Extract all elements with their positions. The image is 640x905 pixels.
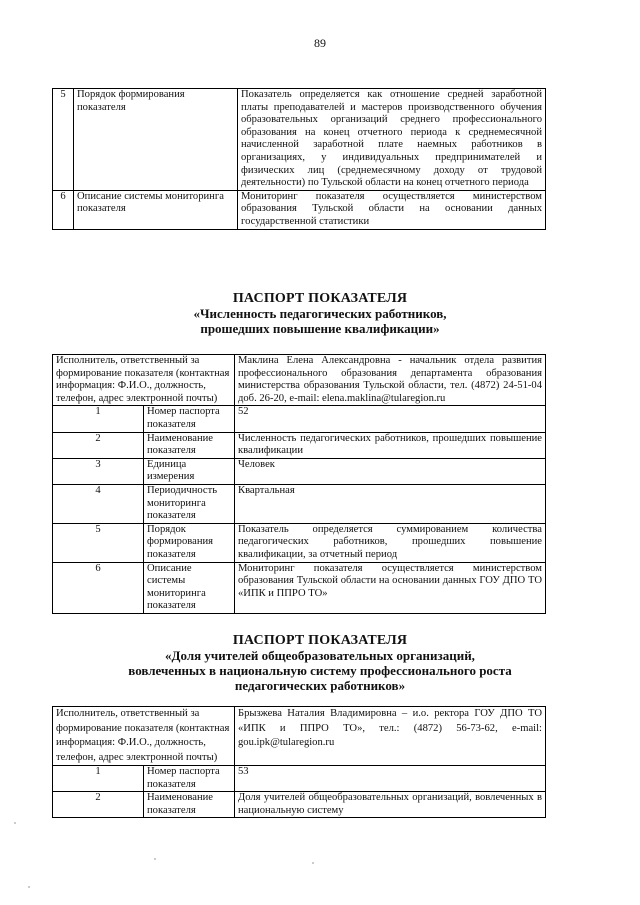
row-number: 5	[53, 89, 74, 191]
scan-speck	[14, 822, 16, 824]
table-row	[53, 406, 546, 432]
row-number: 4	[53, 484, 144, 523]
row-number: 3	[53, 458, 144, 484]
row-label: Номер паспорта показателя	[144, 766, 235, 792]
table-row	[53, 432, 546, 458]
responsible-value: Брызжева Наталия Владимировна – и.о. ректора ГОУ ДПО ТО «ИПК и ППРО ТО», тел.: (4872) 56-73-62, e-mail: gou.ipk@tularegion.ru	[235, 707, 546, 766]
page-number: 89	[314, 36, 326, 50]
row-value: Численность педагогических работников, прошедших повышение квалификации	[235, 432, 546, 458]
table-row	[53, 89, 546, 191]
row-value: Доля учителей общеобразовательных организаций, вовлеченных в национальную систему	[235, 792, 546, 818]
row-number: 2	[53, 432, 144, 458]
table-row	[53, 562, 546, 613]
row-number: 1	[53, 766, 144, 792]
responsible-label: Исполнитель, ответственный за формирование показателя (контактная информация: Ф.И.О., должность, телефон, адрес электронной почты)	[53, 355, 235, 406]
row-number: 6	[53, 190, 74, 229]
table-row	[53, 355, 546, 406]
passport-subtitle-line: «Доля учителей общеобразовательных организаций,	[165, 648, 475, 663]
responsible-value: Маклина Елена Александровна - начальник отдела развития профессионального образования департамента образования министерства образования Тульской области, тел. (4872) 24-51-04 доб. 26-20, e-mail: elena.maklina@tularegion.ru	[235, 355, 546, 406]
table-row	[53, 190, 546, 229]
row-label: Периодичность мониторинга показателя	[144, 484, 235, 523]
table-row	[53, 792, 546, 818]
responsible-label: Исполнитель, ответственный за формирование показателя (контактная информация: Ф.И.О., должность, телефон, адрес электронной почты)	[53, 707, 235, 766]
row-label: Наименование показателя	[144, 792, 235, 818]
table-row	[53, 523, 546, 562]
row-value: Мониторинг показателя осуществляется министерством образования Тульской области на основании данных государственной статистики	[238, 190, 546, 229]
row-label: Описание системы мониторинга показателя	[74, 190, 238, 229]
table-row	[53, 484, 546, 523]
passport-table	[52, 706, 546, 818]
row-label: Номер паспорта показателя	[144, 406, 235, 432]
row-value: Мониторинг показателя осуществляется министерством образования Тульской области на основании данных ГОУ ДПО ТО «ИПК и ППРО ТО»	[235, 562, 546, 613]
table-row	[53, 707, 546, 766]
row-number: 1	[53, 406, 144, 432]
row-label: Описание системы мониторинга показателя	[144, 562, 235, 613]
row-value: Показатель определяется как отношение средней заработной платы преподавателей и мастеров производственного обучения образовательных организаций среднего профессионального образования на конец отчетного периода к среднемесячной начисленной заработной плате наемных работников в организациях, у индивидуальных предпринимателей и физических лиц (среднемесячному доходу от трудовой деятельности) по Тульской области на конец отчетного периода	[238, 89, 546, 191]
table-row	[53, 458, 546, 484]
passport-heading: ПАСПОРТ ПОКАЗАТЕЛЯ	[232, 291, 408, 306]
passport-subtitle-line: вовлеченных в национальную систему профессионального роста	[128, 663, 512, 678]
scan-speck	[154, 858, 156, 860]
passport-title	[0, 291, 640, 336]
row-label: Порядок формирования показателя	[144, 523, 235, 562]
table-row	[53, 766, 546, 792]
scan-speck	[312, 862, 314, 864]
row-number: 6	[53, 562, 144, 613]
passport-table-continued	[52, 88, 546, 230]
row-value: 53	[235, 766, 546, 792]
row-label: Наименование показателя	[144, 432, 235, 458]
passport-title	[0, 633, 640, 693]
passport-table	[52, 354, 546, 614]
passport-subtitle-line: «Численность педагогических работников,	[193, 306, 447, 321]
passport-heading: ПАСПОРТ ПОКАЗАТЕЛЯ	[232, 633, 408, 648]
row-value: Человек	[235, 458, 546, 484]
row-label: Порядок формирования показателя	[74, 89, 238, 191]
row-number: 2	[53, 792, 144, 818]
row-value: Показатель определяется суммированием количества педагогических работников, прошедших повышение квалификации, за отчетный период	[235, 523, 546, 562]
row-value: 52	[235, 406, 546, 432]
row-number: 5	[53, 523, 144, 562]
scan-speck	[28, 886, 30, 888]
row-label: Единица измерения	[144, 458, 235, 484]
passport-subtitle-line: педагогических работников»	[234, 678, 406, 693]
row-value: Квартальная	[235, 484, 546, 523]
passport-subtitle-line: прошедших повышение квалификации»	[200, 321, 440, 336]
